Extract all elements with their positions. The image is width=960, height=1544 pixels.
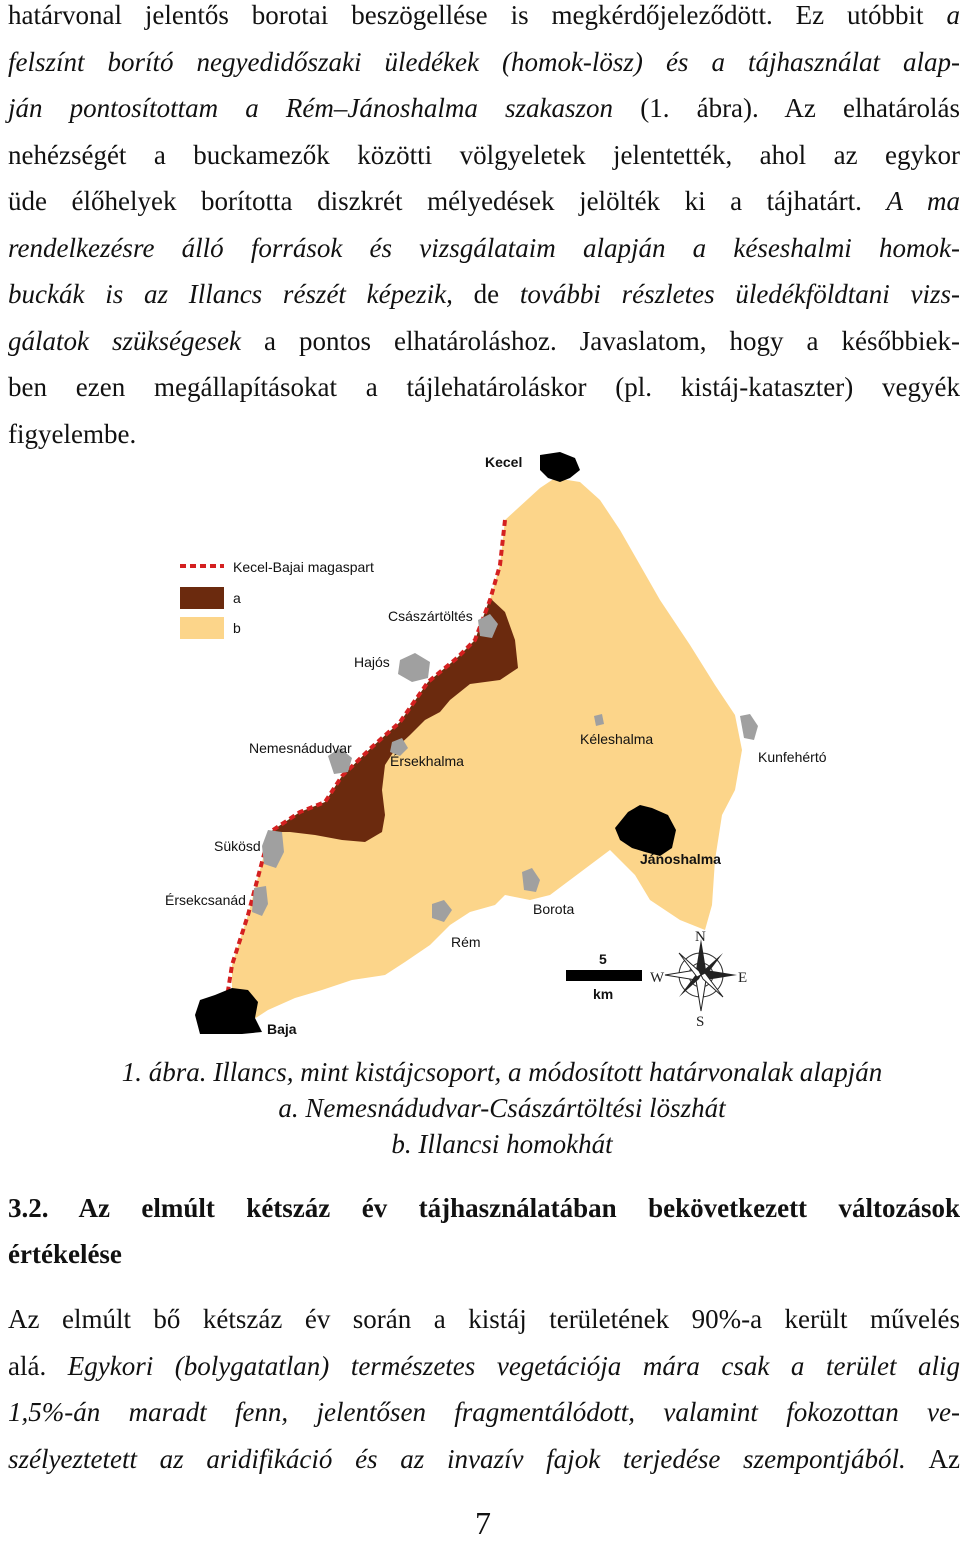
italic-run: szélyeztetett az aridifikáció és az invazív fajok terjedése szempontjából. xyxy=(8,1443,929,1474)
text-run: ben ezen megállapításokat a tájlehatároláskor (pl. kistáj-kataszter) vegyék xyxy=(8,372,960,402)
town-baja-shape xyxy=(195,988,262,1034)
legend-a-swatch xyxy=(180,587,224,609)
section-heading-line-1: 3.2. Az elmúlt kétszáz év tájhasználatában bekövetkezett változások xyxy=(8,1193,960,1223)
text-run: üde élőhelyek borította diszkrét mélyedések jelölték ki a tájhatárt. xyxy=(8,186,887,216)
paragraph-2 xyxy=(8,1296,960,1482)
italic-run: rendelkezésre álló források és vizsgálataim alapján a késeshalmi homok- xyxy=(8,232,960,263)
label-keleshalma: Kéleshalma xyxy=(580,731,654,747)
settlement-kunfeherto xyxy=(740,714,758,740)
label-baja: Baja xyxy=(267,1021,297,1037)
compass-w: W xyxy=(650,970,665,986)
label-ersekcsanad: Érsekcsanád xyxy=(165,892,246,908)
page-number: 7 xyxy=(475,1505,491,1541)
label-rem: Rém xyxy=(451,934,481,950)
text-line xyxy=(8,85,960,132)
text-line xyxy=(8,132,960,179)
compass-n: N xyxy=(695,929,706,945)
legend-a-label: a xyxy=(233,590,241,606)
compass-e: E xyxy=(738,970,748,986)
text-run: alá. xyxy=(8,1350,68,1381)
label-csaszartoltes: Császártöltés xyxy=(388,608,473,624)
label-kunfeherto: Kunfehértó xyxy=(758,749,827,765)
italic-run: buckák is az Illancs részét képezik, xyxy=(8,279,453,309)
italic-run: felszínt borító negyedidőszaki üledékek (homok-lösz) és a tájhasználat alap- xyxy=(8,46,960,77)
scale-unit: km xyxy=(593,986,614,1002)
text-line xyxy=(8,1296,960,1343)
text-run: de xyxy=(452,279,520,309)
italic-run: A ma xyxy=(886,186,960,216)
text-line xyxy=(8,225,960,272)
italic-run: Egykori (bolygatatlan) természetes vegetációja mára csak a terület alig xyxy=(67,1350,960,1381)
text-run: figyelembe. xyxy=(8,418,137,449)
label-kecel: Kecel xyxy=(485,454,523,470)
text-line xyxy=(8,364,960,411)
text-line xyxy=(8,1343,960,1390)
label-nemesnadudvar: Nemesnádudvar xyxy=(249,740,352,756)
legend-b-swatch xyxy=(180,617,224,639)
compass-rose-icon xyxy=(665,939,737,1011)
text-run: a pontos elhatároláshoz. Javaslatom, hogy a későbbiek- xyxy=(240,325,960,356)
figure-caption-line-1: 1. ábra. Illancs, mint kistájcsoport, a módosított határvonalak alapján xyxy=(121,1057,883,1087)
legend-b-label: b xyxy=(233,620,241,636)
label-sukosd: Sükösd xyxy=(214,838,261,854)
italic-run: 1,5%-án maradt fenn, jelentősen fragmentálódott, valamint fokozottan ve- xyxy=(8,1397,960,1427)
town-kecel-shape xyxy=(540,452,580,482)
text-run: határvonal jelentős borotai beszögellése is megkérdőjeleződött. Ez utóbbit xyxy=(8,0,947,30)
label-erseknalma: Érsekhalma xyxy=(390,753,464,769)
paragraph-1 xyxy=(8,0,960,457)
scale-value: 5 xyxy=(599,951,607,967)
text-line xyxy=(8,39,960,86)
compass-s: S xyxy=(696,1014,705,1030)
section-heading xyxy=(8,1185,960,1277)
settlement-hajos xyxy=(398,653,430,682)
label-janoshalma: Jánoshalma xyxy=(640,851,721,867)
text-line xyxy=(8,0,960,39)
italic-run: további részletes üledékföldtani vizs- xyxy=(519,279,960,309)
text-run: nehézségét a buckamezők közötti völgyeletek jelentették, ahol az egykor xyxy=(8,139,960,170)
text-line xyxy=(8,318,960,365)
figure-caption-line-2: a. Nemesnádudvar-Császártöltési löszhát xyxy=(278,1093,726,1123)
figure-caption-line-3: b. Illancsi homokhát xyxy=(391,1129,613,1159)
text-line xyxy=(8,1436,960,1483)
legend-line-label: Kecel-Bajai magaspart xyxy=(233,559,374,575)
label-borota: Borota xyxy=(533,901,575,917)
text-line xyxy=(8,1389,960,1436)
italic-run: ján pontosítottam a Rém–Jánoshalma szakaszon xyxy=(8,93,614,123)
text-run: Az xyxy=(928,1443,960,1474)
text-run: Az elmúlt bő kétszáz év során a kistáj területének 90%-a került művelés xyxy=(8,1304,960,1334)
italic-run: a xyxy=(946,0,960,30)
text-line xyxy=(8,178,960,225)
italic-run: gálatok szükségesek xyxy=(8,325,241,356)
section-heading-line-2: értékelése xyxy=(8,1239,122,1269)
text-run: (1. ábra). Az elhatárolás xyxy=(613,93,960,123)
scale-bar xyxy=(566,970,642,981)
figure-map xyxy=(0,440,960,1050)
label-hajos: Hajós xyxy=(354,654,390,670)
text-line xyxy=(8,271,960,318)
